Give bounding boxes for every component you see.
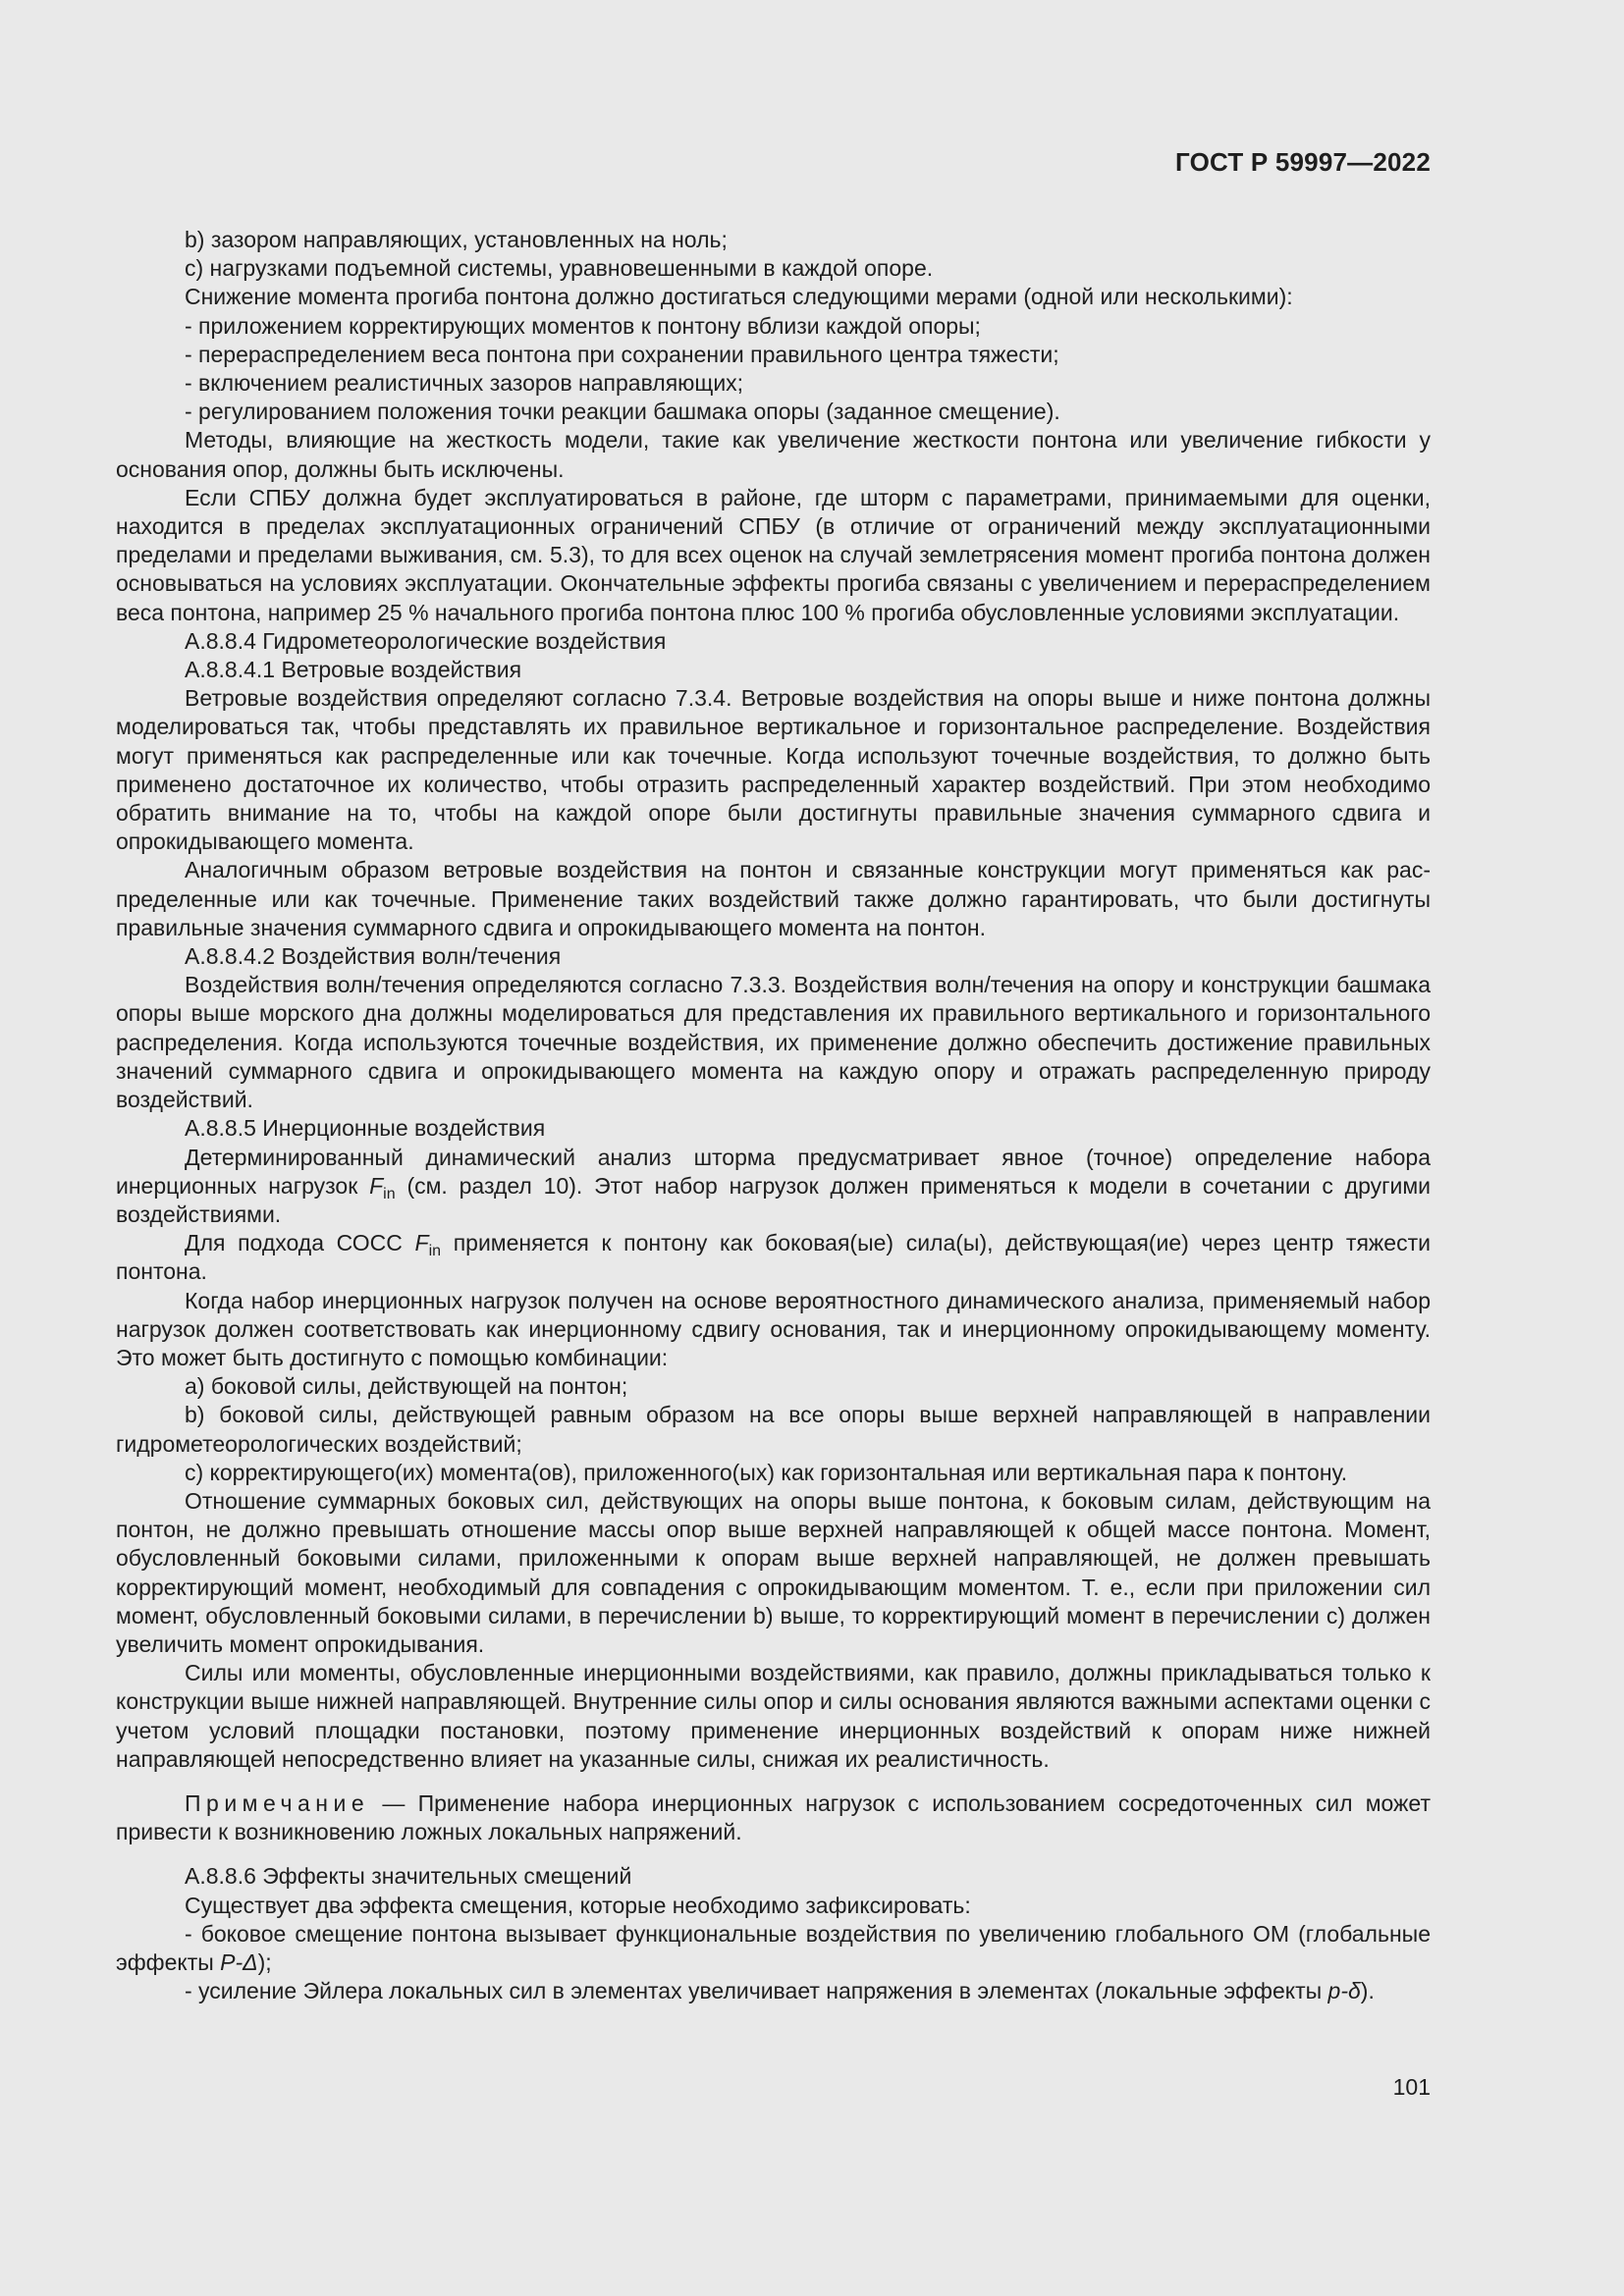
text-run: Детерминированный динамический анализ шторма предусматривает явное (точное) определение набора инерционных нагрузок (116, 1144, 1431, 1199)
section-heading: А.8.8.5 Инерционные воздействия (185, 1115, 546, 1142)
document-id-header: ГОСТ Р 59997—2022 (1175, 147, 1431, 177)
text-run: ); (257, 1949, 272, 1975)
list-item: a) боковой силы, действующей на понтон; (185, 1373, 628, 1400)
paragraph (116, 1229, 1431, 1286)
list-item: b) боковой силы, действующей равным образом на все опоры выше верхней направляющей в направлении гидрометеорологических воздействий; (116, 1402, 1431, 1457)
text-run: (см. раздел 10). Этот набор нагрузок должен применяться к модели в сочетании с другими воздействиями. (116, 1172, 1432, 1227)
subsection-heading: А.8.8.4.1 Ветровые воздействия (185, 657, 522, 683)
document-page (116, 0, 1431, 2296)
subsection-heading: А.8.8.4.2 Воздействия волн/течения (185, 943, 562, 970)
list-item: - перераспределением веса понтона при сохранении правильного центра тяжести; (185, 341, 1059, 367)
symbol-subscript-in: in (428, 1243, 442, 1260)
list-item: - приложением корректирующих моментов к понтону вблизи каждой опоры; (185, 312, 981, 339)
text-run: Для подхода СОСС (185, 1230, 403, 1256)
paragraph: Воздействия волн/течения определяются согласно 7.3.3. Воздействия волн/течения на опору и конструкции башмака опоры выше морского дна должны моделироваться для представления их правильного вертикального и горизонтального распределения. Когда используются точечные воздействия, их применение должно обеспечить достижение правильных значений суммарного сдвига и опрокидывающего момента на каждую опору и отражать распределенную природу воздействий. (116, 972, 1431, 1113)
symbol-p-delta: P-Δ (220, 1949, 258, 1975)
section-heading: А.8.8.4 Гидрометеорологические воздействия (185, 627, 667, 654)
list-item: - регулированием положения точки реакции башмака опоры (заданное смещение). (185, 399, 1060, 425)
text-run: - боковое смещение понтона вызывает функциональные воздействия по увеличению глобального ОМ (глобальные эффекты (116, 1920, 1431, 1975)
list-item: b) зазором направляющих, установленных на ноль; (185, 227, 728, 252)
list-item (116, 1920, 1431, 1977)
symbol-subscript-in: in (383, 1185, 396, 1202)
list-item: - включением реалистичных зазоров направляющих; (185, 370, 744, 397)
note-label: Примечание (185, 1789, 370, 1816)
text-run: - усиление Эйлера локальных сил в элементах увеличивает напряжения в элементах (локальные эффекты (185, 1978, 1323, 2004)
document-body (116, 226, 1431, 2005)
note-text: — Применение набора инерционных нагрузок с использованием сосредоточенных сил может привести к возникновению ложных локальных напряжений. (116, 1789, 1431, 1845)
text-run: применяется к понтону как боковая(ые) сила(ы), действующая(ие) через центр тяжести понтона. (116, 1230, 1431, 1285)
symbol-f: F (369, 1172, 384, 1199)
symbol-p-delta-local: p-δ (1327, 1978, 1361, 2004)
list-item: c) нагрузками подъемной системы, уравновешенными в каждой опоре. (185, 255, 934, 282)
paragraph: Когда набор инерционных нагрузок получен на основе вероятностного динамического анализа, применяемый набор нагрузок должен соответствовать как инерционному сдвигу основания, так и инерционному опрокидывающему моменту. Это может быть достигнуто с помощью комбинации: (116, 1287, 1431, 1370)
paragraph: Отношение суммарных боковых сил, действующих на опоры выше понтона, к боковым силам, действующим на понтон, не должно превышать отношение массы опор выше верхней направляющей к общей массе понтона. Момент, обусловленный боковыми силами, приложенными к опорам выше верхней направляющей, не должен превышать корректирующий момент, необходимый для совпадения с опрокидывающим моментом. Т. е., если при приложении сил момент, обусловленный боковыми силами, в перечислении b) выше, то корректирующий момент в перечислении c) должен увеличить момент опрокидывания. (116, 1487, 1431, 1657)
page-number: 101 (1392, 2074, 1431, 2100)
paragraph: Существует два эффекта смещения, которые необходимо зафиксировать: (185, 1892, 971, 1918)
paragraph: Ветровые воздействия определяют согласно 7.3.4. Ветровые воздействия на опоры выше и ниже понтона должны моделироваться так, чтобы представлять их правильное вертикальное и горизонтальное распределение. Воздействия могут применяться как распределенные или как точечные. Когда используют точечные воздействия, то должно быть применено достаточное их количество, чтобы отразить распределенный характер воздействий. При этом необходимо обратить внимание на то, чтобы на каждой опоре были достигнуты правильные значения суммарного сдвига и опрокидывающего момента. (116, 685, 1431, 855)
section-heading: А.8.8.6 Эффекты значительных смещений (185, 1863, 632, 1890)
text-run: ). (1360, 1978, 1375, 2004)
list-item (116, 1977, 1431, 2005)
symbol-f: F (414, 1230, 429, 1256)
paragraph: Методы, влияющие на жесткость модели, такие как увеличение жесткости понтона или увеличение гибкости у основания опор, должны быть исключены. (116, 427, 1431, 482)
paragraph: Если СПБУ должна будет эксплуатироваться в районе, где шторм с параметрами, принимаемыми для оценки, находится в пределах эксплуатационных ограничений СПБУ (в отличие от ограничений между эксплуатационными пределами и пределами выживания, см. 5.3), то для всех оценок на случай землетрясения момент прогиба понтона должен основываться на условиях эксплуатации. Окончательные эффекты прогиба связаны с увеличением и перераспределением веса понтона, например 25 % начального прогиба понтона плюс 100 % прогиба обусловленные условиями эксплуатации. (116, 484, 1431, 625)
paragraph (116, 1144, 1431, 1230)
paragraph: Снижение момента прогиба понтона должно достигаться следующими мерами (одной или несколькими): (185, 284, 1293, 310)
paragraph: Аналогичным образом ветровые воздействия на понтон и связанные конструкции могут применяться как распределенные или как точечные. Применение таких воздействий также должно гарантировать, что были достигнуты правильные значения суммарного сдвига и опрокидывающего момента на понтон. (116, 857, 1431, 940)
list-item: c) корректирующего(их) момента(ов), приложенного(ых) как горизонтальная или вертикальная пара к понтону. (185, 1459, 1348, 1485)
note (116, 1789, 1431, 1846)
paragraph: Силы или моменты, обусловленные инерционными воздействиями, как правило, должны прикладываться только к конструкции выше нижней направляющей. Внутренние силы опор и силы основания являются важными аспектами оценки с учетом условий площадки постановки, поэтому применение инерционных воздействий к опорам ниже нижней направляющей непосредственно влияет на указанные силы, снижая их реалистичность. (116, 1660, 1431, 1772)
